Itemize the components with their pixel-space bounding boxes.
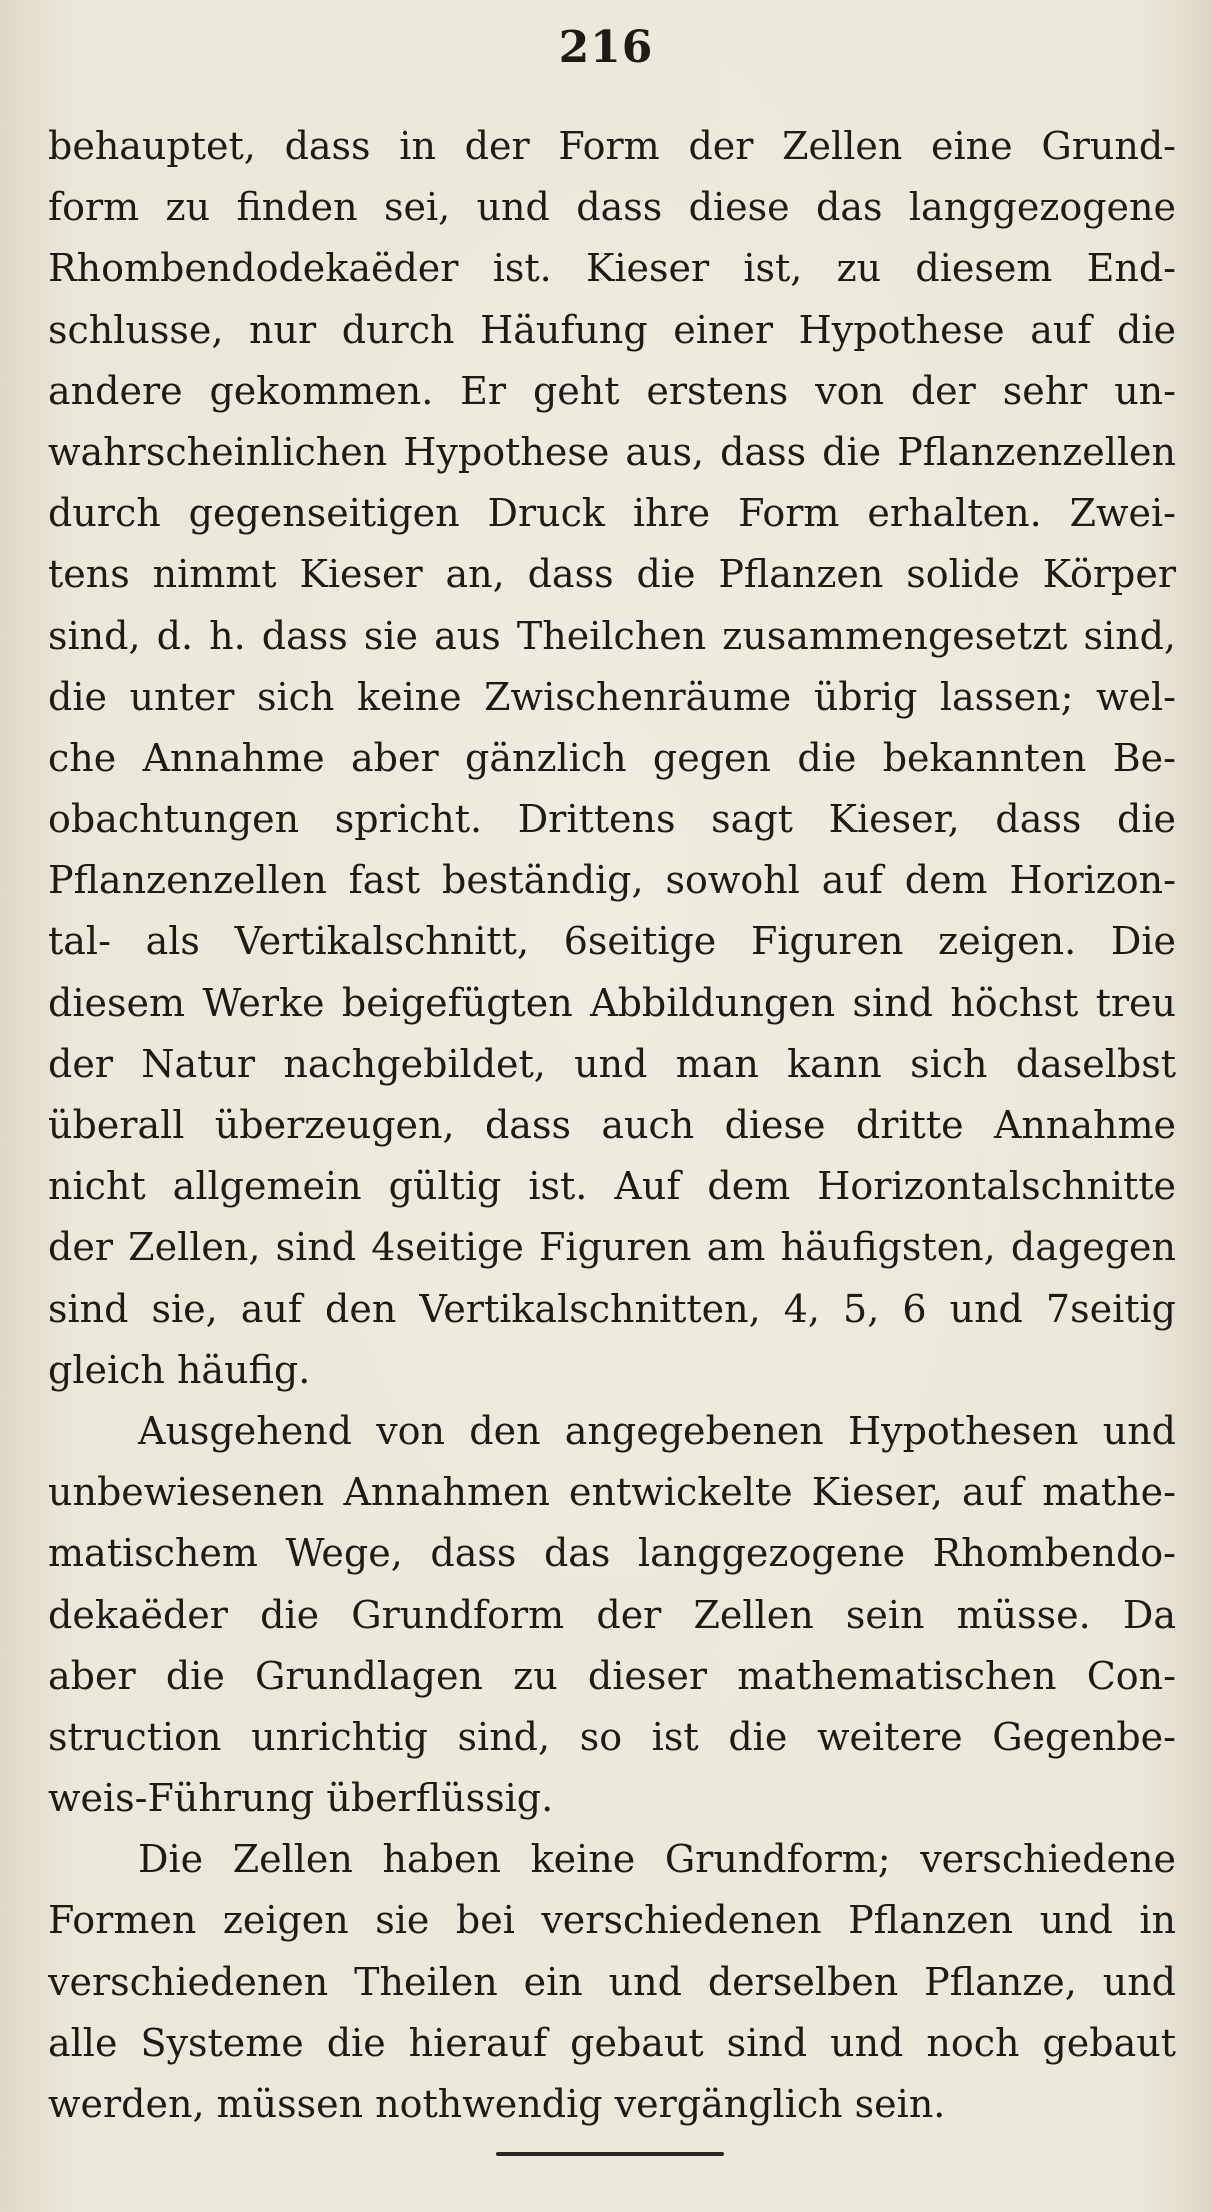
text-line: der Zellen, sind 4seitige Figuren am häufigsten, dagegen	[48, 1225, 1176, 1270]
text-line: obachtungen spricht. Drittens sagt Kieser, dass die	[48, 797, 1176, 842]
text-line: durch gegenseitigen Druck ihre Form erhalten. Zwei-	[48, 491, 1176, 536]
text-line: matischem Wege, dass das langgezogene Rhombendo-	[48, 1531, 1176, 1576]
text-line: form zu finden sei, und dass diese das langgezogene	[48, 185, 1176, 230]
paragraph-end-line: gleich häufig.	[48, 1347, 311, 1392]
paragraph-start-line: Die Zellen haben keine Grundform; verschiedene	[138, 1837, 1176, 1882]
text-line: Rhombendodekaëder ist. Kieser ist, zu diesem End-	[48, 246, 1176, 291]
text-line: sind sie, auf den Vertikalschnitten, 4, 5, 6 und 7seitig	[48, 1286, 1176, 1331]
paragraph-end-line: werden, müssen nothwendig vergänglich sein.	[48, 2082, 946, 2126]
text-line: tal- als Vertikalschnitt, 6seitige Figuren zeigen. Die	[48, 919, 1176, 964]
closing-rule	[496, 2152, 724, 2156]
text-line: Pflanzenzellen fast beständig, sowohl auf dem Horizon-	[48, 858, 1176, 903]
page-number: 216	[558, 22, 654, 73]
text-line: Formen zeigen sie bei verschiedenen Pflanzen und in	[48, 1898, 1176, 1943]
text-line: tens nimmt Kieser an, dass die Pflanzen solide Körper	[48, 552, 1176, 597]
text-line: schlusse, nur durch Häufung einer Hypothese auf die	[48, 307, 1176, 352]
text-line: andere gekommen. Er geht erstens von der sehr un-	[48, 368, 1176, 413]
text-line: verschiedenen Theilen ein und derselben Pflanze, und	[48, 1959, 1176, 2004]
body-text	[48, 116, 1176, 2135]
text-line: struction unrichtig sind, so ist die weitere Gegenbe-	[48, 1714, 1176, 1759]
text-line: che Annahme aber gänzlich gegen die bekannten Be-	[48, 735, 1176, 780]
paragraph-start-line: Ausgehend von den angegebenen Hypothesen und	[138, 1408, 1176, 1453]
text-line: alle Systeme die hierauf gebaut sind und noch gebaut	[48, 2020, 1176, 2065]
text-line: diesem Werke beigefügten Abbildungen sind höchst treu	[48, 980, 1176, 1025]
text-line: überall überzeugen, dass auch diese dritte Annahme	[48, 1103, 1176, 1147]
text-line: unbewiesenen Annahmen entwickelte Kieser, auf mathe-	[48, 1470, 1176, 1515]
text-line: aber die Grundlagen zu dieser mathematischen Con-	[48, 1653, 1176, 1698]
text-line: die unter sich keine Zwischenräume übrig lassen; wel-	[48, 674, 1176, 719]
text-line: behauptet, dass in der Form der Zellen eine Grund-	[48, 124, 1176, 168]
text-line: wahrscheinlichen Hypothese aus, dass die Pflanzenzellen	[48, 429, 1176, 474]
text-line: sind, d. h. dass sie aus Theilchen zusammengesetzt sind,	[48, 613, 1176, 658]
text-line: nicht allgemein gültig ist. Auf dem Horizontalschnitte	[48, 1164, 1176, 1209]
paragraph-end-line: weis-Führung überflüssig.	[48, 1776, 554, 1821]
text-line: dekaëder die Grundform der Zellen sein müsse. Da	[48, 1592, 1176, 1637]
text-line: der Natur nachgebildet, und man kann sich daselbst	[48, 1041, 1176, 1086]
